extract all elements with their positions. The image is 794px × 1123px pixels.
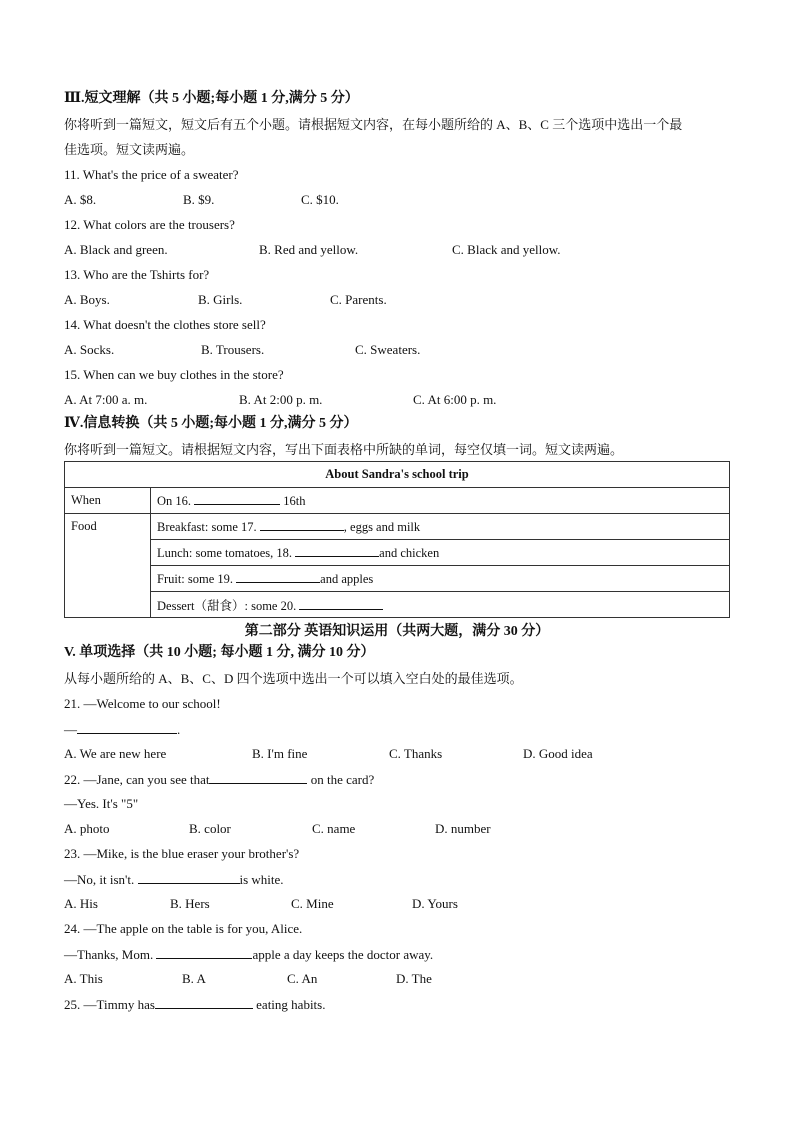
q23-option-c[interactable]: C. Mine <box>291 896 334 911</box>
part-2-heading: 第二部分 英语知识运用（共两大题，满分 30 分） <box>244 624 550 639</box>
dessert-cell <box>151 592 730 618</box>
q13-option-c[interactable]: C. Parents. <box>330 292 387 307</box>
answer-blank-16[interactable] <box>194 492 280 505</box>
answer-blank-25[interactable] <box>155 996 253 1009</box>
q23-response-suffix: is white. <box>239 872 284 887</box>
q21-response-line <box>64 721 180 738</box>
info-table <box>64 461 730 618</box>
period: . <box>177 722 181 737</box>
q11-option-c[interactable]: C. $10. <box>301 192 339 207</box>
lunch-cell <box>151 540 730 566</box>
section-4-instructions: 你将听到一篇短文。请根据短文内容，写出下面表格中所缺的单词，每空仅填一词。短文读两遍。 <box>64 442 624 457</box>
when-prefix: On 16. <box>157 494 192 508</box>
answer-blank-21[interactable] <box>77 721 177 734</box>
section-4-title: Ⅳ.信息转换（共 5 小题;每小题 1 分,满分 5 分） <box>64 416 358 431</box>
question-22 <box>64 771 374 788</box>
q22-response: —Yes. It's "5" <box>64 796 139 811</box>
when-label: When <box>65 488 151 514</box>
q15-option-c[interactable]: C. At 6:00 p. m. <box>413 392 497 407</box>
q23-response-prefix: —No, it isn't. <box>64 872 138 887</box>
question-12: 12. What colors are the trousers? <box>64 217 235 232</box>
answer-blank-19[interactable] <box>236 570 320 583</box>
breakfast-cell <box>151 514 730 540</box>
q11-option-b[interactable]: B. $9. <box>183 192 215 207</box>
q21-option-d[interactable]: D. Good idea <box>523 746 593 761</box>
question-14: 14. What doesn't the clothes store sell? <box>64 317 266 332</box>
q24-response-suffix: apple a day keeps the doctor away. <box>252 947 434 962</box>
q23-response-line <box>64 871 284 888</box>
when-cell <box>151 488 730 514</box>
answer-blank-24[interactable] <box>156 946 252 959</box>
question-15: 15. When can we buy clothes in the store? <box>64 367 284 382</box>
q21-option-b[interactable]: B. I'm fine <box>252 746 308 761</box>
answer-blank-18[interactable] <box>295 544 379 557</box>
q21-option-a[interactable]: A. We are new here <box>64 746 167 761</box>
q23-option-a[interactable]: A. His <box>64 896 98 911</box>
section-3-title: Ⅲ.短文理解（共 5 小题;每小题 1 分,满分 5 分） <box>64 91 359 106</box>
q24-response-prefix: —Thanks, Mom. <box>64 947 157 962</box>
fruit-prefix: Fruit: some 19. <box>157 572 234 586</box>
fruit-suffix: and apples <box>320 572 374 586</box>
q22-option-b[interactable]: B. color <box>189 821 231 836</box>
breakfast-suffix: , eggs and milk <box>343 520 421 534</box>
q25-stem-suffix: eating habits. <box>252 997 326 1012</box>
q12-option-c[interactable]: C. Black and yellow. <box>452 242 561 257</box>
q22-option-c[interactable]: C. name <box>312 821 356 836</box>
q24-option-d[interactable]: D. The <box>396 971 432 986</box>
q15-option-a[interactable]: A. At 7:00 a. m. <box>64 392 148 407</box>
q14-option-b[interactable]: B. Trousers. <box>201 342 265 357</box>
answer-blank-23[interactable] <box>138 871 240 884</box>
question-25 <box>64 996 325 1013</box>
q24-response-line <box>64 946 433 963</box>
q22-option-d[interactable]: D. number <box>435 821 491 836</box>
dessert-prefix: Dessert（甜食）: some 20. <box>157 598 297 613</box>
question-13: 13. Who are the Tshirts for? <box>64 267 210 282</box>
question-11: 11. What's the price of a sweater? <box>64 167 239 182</box>
q23-option-b[interactable]: B. Hers <box>170 896 210 911</box>
section-5-title: V. 单项选择（共 10 小题; 每小题 1 分, 满分 10 分） <box>64 645 375 660</box>
q22-option-a[interactable]: A. photo <box>64 821 110 836</box>
q24-option-c[interactable]: C. An <box>287 971 318 986</box>
answer-blank-17[interactable] <box>260 518 344 531</box>
lunch-suffix: and chicken <box>379 546 440 560</box>
answer-blank-22[interactable] <box>209 771 307 784</box>
table-title: About Sandra's school trip <box>65 462 730 488</box>
q12-option-a[interactable]: A. Black and green. <box>64 242 168 257</box>
question-23: 23. —Mike, is the blue eraser your brother's? <box>64 846 300 861</box>
q23-option-d[interactable]: D. Yours <box>412 896 458 911</box>
q15-option-b[interactable]: B. At 2:00 p. m. <box>239 392 323 407</box>
section-3-instructions-line1: 你将听到一篇短文，短文后有五个小题。请根据短文内容，在每小题所给的 A、B、C 三个选项中选出一个最 <box>64 117 683 132</box>
q13-option-b[interactable]: B. Girls. <box>198 292 243 307</box>
breakfast-prefix: Breakfast: some 17. <box>157 520 257 534</box>
when-suffix: 16th <box>283 494 306 508</box>
q13-option-a[interactable]: A. Boys. <box>64 292 110 307</box>
q14-option-a[interactable]: A. Socks. <box>64 342 115 357</box>
question-21: 21. —Welcome to our school! <box>64 696 221 711</box>
q12-option-b[interactable]: B. Red and yellow. <box>259 242 359 257</box>
q22-stem-prefix: 22. —Jane, can you see that <box>64 772 210 787</box>
section-5-instructions: 从每小题所给的 A、B、C、D 四个选项中选出一个可以填入空白处的最佳选项。 <box>64 671 523 686</box>
answer-blank-20[interactable] <box>299 597 383 610</box>
food-label: Food <box>65 514 151 618</box>
q24-option-a[interactable]: A. This <box>64 971 103 986</box>
lunch-prefix: Lunch: some tomatoes, 18. <box>157 546 293 560</box>
question-24: 24. —The apple on the table is for you, Alice. <box>64 921 303 936</box>
q24-option-b[interactable]: B. A <box>182 971 206 986</box>
dash: — <box>64 722 77 737</box>
q11-option-a[interactable]: A. $8. <box>64 192 97 207</box>
fruit-cell <box>151 566 730 592</box>
q21-option-c[interactable]: C. Thanks <box>389 746 443 761</box>
q25-stem-prefix: 25. —Timmy has <box>64 997 155 1012</box>
q14-option-c[interactable]: C. Sweaters. <box>355 342 421 357</box>
section-3-instructions-line2: 佳选项。短文读两遍。 <box>64 142 195 157</box>
q22-stem-suffix: on the card? <box>307 772 375 787</box>
